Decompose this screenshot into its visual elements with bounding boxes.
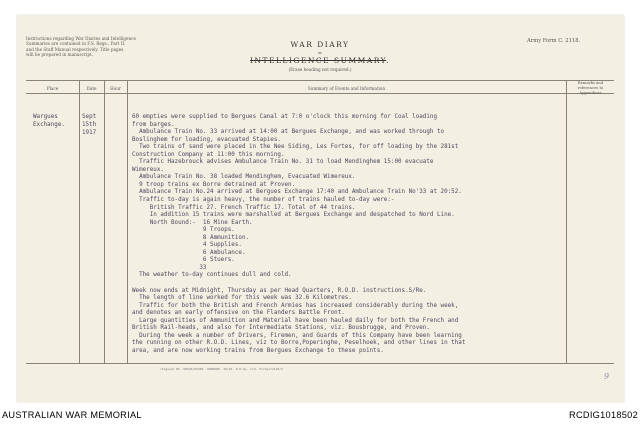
- summary-line: 9 Troops.: [132, 227, 235, 234]
- summary-line: 8 Ammunition.: [132, 234, 250, 241]
- title-or: or: [318, 51, 322, 55]
- header-place: Place: [46, 86, 59, 91]
- summary-line: Ambulance Train No. 33 arrived at 14:00 at Bergues Exchange, and was worked through to: [132, 129, 445, 136]
- struck-heading-end: .: [386, 56, 391, 65]
- summary-line: 6 Ambulance.: [132, 249, 246, 256]
- summary-line: The length of line worked for this week was 32.6 Kilometres.: [132, 295, 352, 302]
- instructions-line: will be prepared in manuscript.: [26, 51, 94, 57]
- army-form-number: Army Form C. 2118.: [527, 38, 581, 44]
- header-remarks: Remarks and references to Appendices: [577, 80, 604, 95]
- summary-line: Construction Company at 11:00 this morning.: [132, 151, 285, 158]
- date-line: 15th: [82, 121, 97, 128]
- printer-imprint: (Signed) Wt. W5945/P2456. 6000000. 10/16. D.D.&L. Ltd. Forms/C2118/3: [160, 367, 283, 371]
- summary-line: Ambulance Train No. 38 loaded Mendinghem, Evacuated Wimereux.: [132, 174, 356, 181]
- summary-line: and denotes an early offensive on the Flanders Battle Front.: [132, 310, 345, 317]
- column-rule: [566, 80, 567, 363]
- summary-line: Wimereux.: [132, 166, 164, 173]
- place-line: Wargues: [33, 114, 58, 120]
- summary-line: Ambulance Train No.24 arrived at Bergues Exchange 17:40 and Ambulance Train No'33 at 20:52.: [132, 189, 462, 196]
- place-line: Exchange.: [33, 121, 65, 128]
- footer-record-id: RCDIG1018502: [569, 410, 638, 420]
- summary-line: Large quantities of Ammunition and Material have been hauled daily for both the French and: [132, 317, 459, 324]
- title-war-diary: WAR DIARY: [290, 40, 350, 49]
- table-top-rule: [26, 80, 614, 81]
- date-line: 1917: [82, 129, 97, 136]
- column-rule: [79, 80, 80, 363]
- instructions-line: and the Staff Manual respectively. Title pages: [26, 46, 124, 52]
- summary-line: Week now ends at Midnight, Thursday as per Head Quarters, R.O.D. instructions.S/Re.: [132, 287, 427, 294]
- column-rule: [104, 80, 105, 363]
- header-summary: Summary of Events and Information: [307, 86, 386, 91]
- summary-line: During the week a number of Drivers, Firemen, and Guards of this Company have been learning: [132, 332, 462, 339]
- summary-line: 33: [132, 264, 207, 271]
- summary-entries: [132, 114, 465, 356]
- summary-line: Boslinghem for loading, evacuated Stapies.: [132, 136, 281, 143]
- place-cell: [33, 114, 65, 130]
- summary-line: The weather to-day continues dull and cold.: [132, 272, 292, 279]
- summary-line: Traffic for both the British and French Armies has increased considerably during the week,: [132, 302, 459, 309]
- table-bottom-rule: [26, 363, 614, 364]
- summary-line: 9 troop trains ex Borre detrained at Proven.: [132, 181, 296, 188]
- summary-line: from barges.: [132, 121, 175, 128]
- date-line: Sept: [82, 114, 97, 120]
- date-cell: [82, 114, 96, 137]
- title-intelligence-summary: [0, 56, 640, 65]
- footer-institution: AUSTRALIAN WAR MEMORIAL: [2, 410, 142, 420]
- summary-line: Traffic Hazebrouck advises Ambulance Train No. 31 to load Mendinghem 15:00 evacuate: [132, 159, 434, 166]
- column-rule: [127, 80, 128, 363]
- handwritten-annotation: 9: [604, 372, 610, 381]
- summary-line: North Bound:- 16 Mine Earth.: [132, 219, 253, 226]
- summary-line: area, and are now working trains from Bergues Exchange to these points.: [132, 347, 384, 354]
- summary-line: 6 Stuers.: [132, 257, 235, 264]
- header-bottom-rule: [26, 93, 614, 94]
- erase-heading-note: (Erase heading not required.): [288, 67, 352, 72]
- header-date: Date: [86, 86, 97, 91]
- instructions-line: Summaries are contained in F.S. Regs., Part II.: [26, 41, 126, 47]
- summary-line: Two trains of sand were placed in the Nee Siding, Les Fortes, for off loading by the 281st: [132, 144, 459, 151]
- instructions-line: Instructions regarding War Diaries and Intelligence: [26, 36, 137, 41]
- summary-line: In addition 15 trains were marshalled at Bergues Exchange and despatched to Nord Line.: [132, 212, 455, 219]
- header-hour: Hour: [110, 86, 121, 91]
- summary-line: the running on other R.O.D. Lines, viz to Borre,Poperinghe, Peselhoek, and other lines in that: [132, 340, 466, 347]
- summary-line: Traffic to-day is again heavy, the number of trains hauled to-day were:-: [132, 197, 395, 204]
- struck-heading: INTELLIGENCE SUMMARY: [249, 56, 387, 65]
- summary-line: [132, 280, 465, 288]
- summary-line: British Traffic 27. French Traffic 17. Total of 44 trains.: [132, 204, 356, 211]
- summary-line: British Rail-heads, and also for Intermediate Stations, viz. Bousbrugge, and Proven.: [132, 325, 430, 332]
- summary-line: 4 Supplies.: [132, 242, 242, 249]
- summary-line: 60 empties were supplied to Bergues Canal at 7:0 o'clock this morning for Coal loading: [132, 114, 437, 120]
